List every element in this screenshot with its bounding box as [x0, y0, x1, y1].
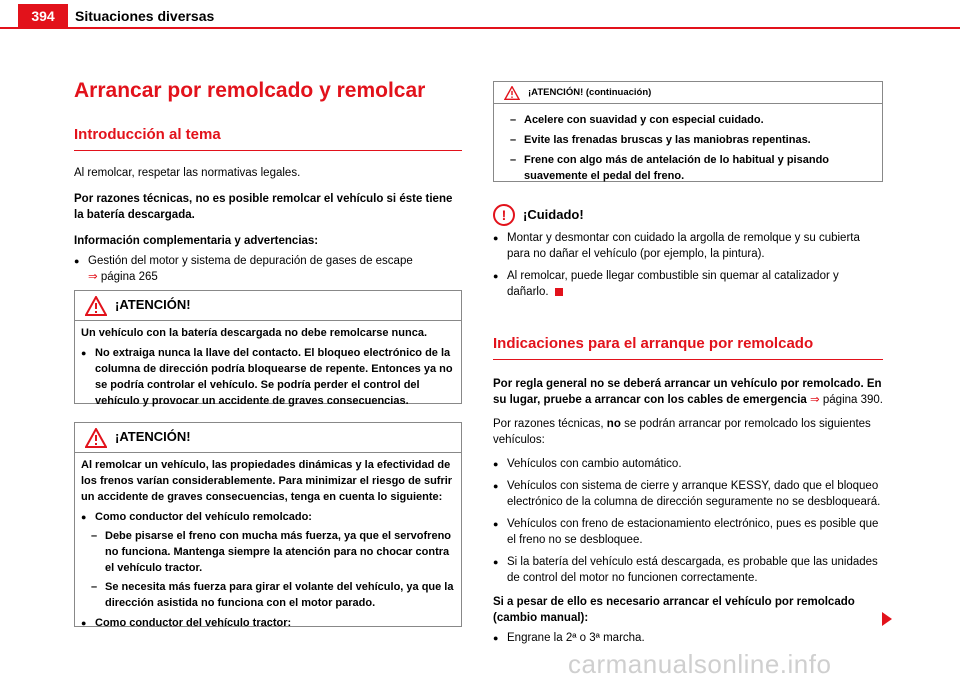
warning-triangle-icon — [504, 86, 520, 100]
warning-body — [75, 321, 461, 415]
warning-box — [74, 290, 462, 407]
warning-body — [494, 104, 882, 190]
tech-pre: Por razones técnicas, — [493, 417, 604, 430]
warning-intro: Al remolcar un vehículo, las propiedades dinámicas y la efectividad de los frenos varían considerablemente. Para minimizar el riesgo de sufrir un accidente de graves consecuencias, tenga en cuenta lo siguiente: — [81, 459, 453, 503]
caution-header — [493, 204, 883, 226]
intro-heading: Introducción al tema — [74, 126, 221, 143]
caution-bullet: ● Montar y desmontar con cuidado la argolla de remolque y su cubierta para no dañar el vehículo (por ejemplo, la pintura). — [493, 230, 883, 262]
warning-bullet: ● Como conductor del vehículo tractor: — [81, 615, 455, 631]
info-bullet — [74, 253, 462, 285]
manual-bullet: ● Engrane la 2ª o 3ª marcha. — [493, 630, 883, 646]
warning-title: ¡ATENCIÓN! — [115, 297, 191, 313]
page-header — [0, 0, 960, 30]
page-reference-link[interactable]: página 265 — [100, 270, 158, 283]
warning-dash-item: – Frene con algo más de antelación de lo habitual y pisando suavemente el pedal del freno. — [510, 152, 876, 184]
list-item: ● Vehículos con freno de estacionamiento electrónico, pues es posible que el freno no se desbloquee. — [493, 516, 883, 548]
warning-title: ¡ATENCIÓN! (continuación) — [528, 86, 652, 98]
end-of-section-mark — [555, 288, 563, 296]
warning-body — [75, 453, 461, 637]
warning-header — [75, 423, 461, 453]
heading-rule — [493, 359, 883, 360]
ref-arrow: ⇒ — [810, 393, 820, 406]
list-item: ● Vehículos con cambio automático. — [493, 456, 883, 472]
info-bullet-text: Gestión del motor y sistema de depuración de gases de escape — [88, 254, 413, 267]
warning-dash-item: – Evite las frenadas bruscas y las maniobras repentinas. — [510, 132, 876, 148]
info-heading: Información complementaria y advertencias: — [74, 234, 319, 247]
heading-rule — [74, 150, 462, 151]
main-title: Arrancar por remolcado y remolcar — [74, 79, 426, 102]
warning-header — [494, 82, 882, 104]
warning-dash-item: – Acelere con suavidad y con especial cuidado. — [510, 112, 876, 128]
start-intro-bold: Por regla general no se deberá arrancar un vehículo por remolcado. En su lugar, pruebe a arrancar con los cables de emergencia — [493, 377, 882, 406]
warning-bullet: ● Como conductor del vehículo remolcado: — [81, 509, 455, 525]
warning-box-2 — [74, 422, 462, 627]
warning-line: Un vehículo con la batería descargada no debe remolcarse nunca. — [81, 327, 428, 339]
tech-no: no — [606, 417, 621, 430]
page-number: 394 — [18, 4, 68, 28]
watermark: carmanualsonline.info — [568, 649, 832, 678]
warning-title: ¡ATENCIÓN! — [115, 429, 191, 445]
warning-header — [75, 291, 461, 321]
header-rule — [0, 27, 960, 29]
battery-note: Por razones técnicas, no es posible remolcar el vehículo si éste tiene la batería descargada. — [74, 192, 453, 221]
caution-bullet — [493, 268, 883, 300]
start-towing-section — [493, 333, 883, 646]
warning-dash-item: – Se necesita más fuerza para girar el volante del vehículo, ya que la dirección asistida no funciona con el motor parado. — [91, 579, 455, 611]
start-heading: Indicaciones para el arranque por remolcado — [493, 335, 814, 352]
warning-dash-item: – Debe pisarse el freno con mucha más fuerza, ya que el servofreno no funciona. Mantenga siempre la atención para no chocar contra el vehículo tractor. — [91, 528, 455, 576]
caution-icon: ! — [493, 204, 515, 226]
warning-bullet: ● No extraiga nunca la llave del contacto. El bloqueo electrónico de la columna de dirección podría bloquearse de repente. Entonces ya no se podría controlar el vehículo. Se podría perder el control del vehículo y provocar un accidente de graves consecuencias. — [81, 345, 455, 409]
start-intro — [493, 376, 883, 408]
list-item: ● Vehículos con sistema de cierre y arranque KESSY, dado que el bloqueo electrónico de la columna de dirección seguramente no se desbloqueará. — [493, 478, 883, 510]
left-column — [74, 124, 462, 285]
warning-triangle-icon — [85, 428, 107, 448]
next-page-arrow-icon[interactable] — [882, 612, 892, 626]
page-reference-link[interactable]: página 390. — [822, 393, 884, 406]
tech-post: se podrán arrancar por remolcado los siguientes vehículos: — [493, 417, 871, 446]
tech-reasons — [493, 416, 883, 448]
caution-title: ¡Cuidado! — [523, 206, 584, 222]
ref-arrow: ⇒ — [88, 270, 98, 283]
manual-heading: Si a pesar de ello es necesario arrancar el vehículo por remolcado (cambio manual): — [493, 595, 855, 624]
caution-bullet-text: Al remolcar, puede llegar combustible sin quemar al catalizador y dañarlo. — [507, 270, 839, 298]
section-title: Situaciones diversas — [75, 8, 215, 24]
list-item: ● Si la batería del vehículo está descargada, es probable que las unidades de control del motor no funcionen correctamente. — [493, 554, 883, 586]
warning-triangle-icon — [85, 296, 107, 316]
caution-section — [493, 204, 883, 300]
intro-text: Al remolcar, respetar las normativas legales. — [74, 166, 301, 179]
warning-continuation-box — [493, 81, 883, 182]
